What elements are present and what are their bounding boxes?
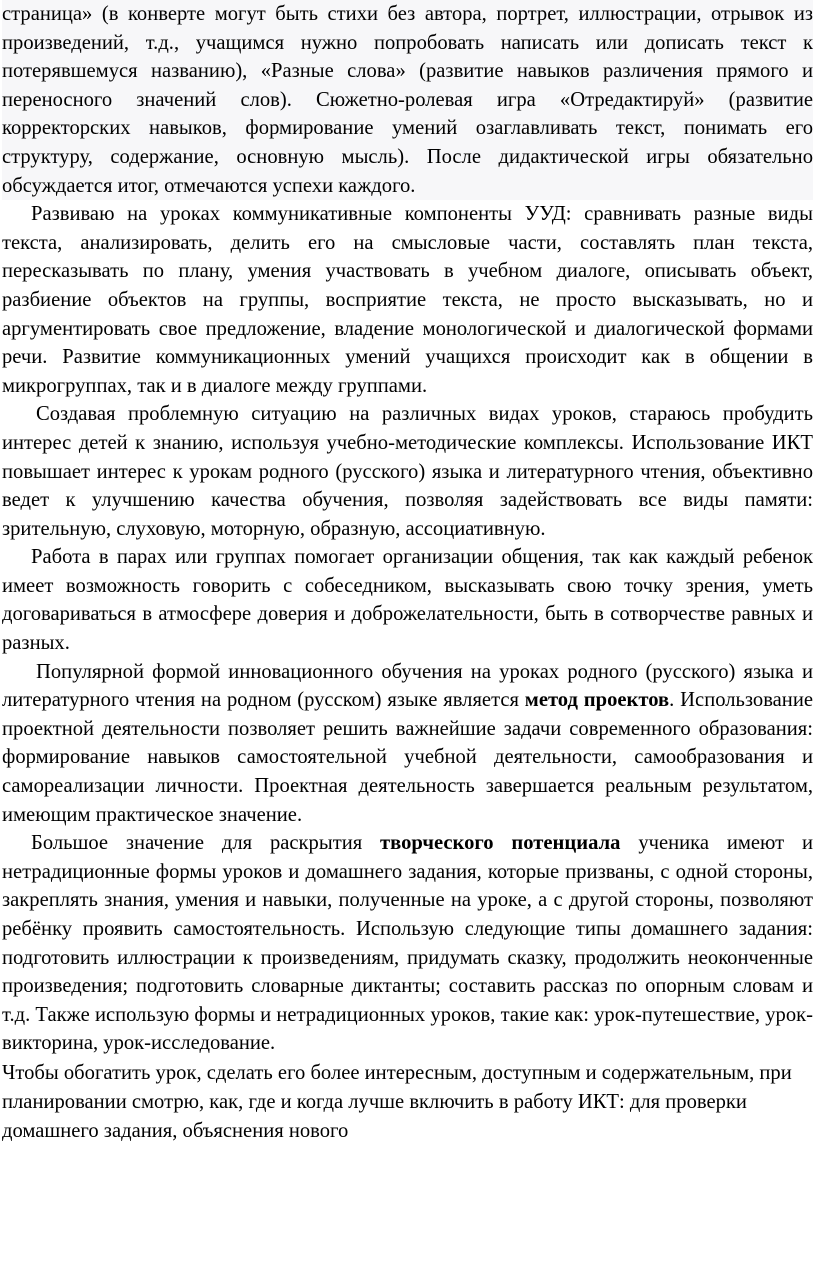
paragraph-project-method	[2, 658, 813, 830]
paragraph-pair-group-work: Работа в парах или группах помогает организации общения, так как каждый ребенок имеет возможность говорить с собеседником, высказывать свою точку зрения, уметь договариваться в атмосфере доверия и доброжелательности, быть в сотворчестве равных и разных.	[2, 546, 813, 655]
paragraph-didactic-games: страница» (в конверте могут быть стихи без автора, портрет, иллюстрации, отрывок из произведений, т.д., учащимся нужно попробовать написать или дописать текст к потерявшемуся названию), «Разные слова» (развитие навыков различения прямого и переносного значений слов). Сюжетно-ролевая игра «Отредактируй» (развитие корректорских навыков, формирование умений озаглавливать текст, понимать его структуру, содержание, основную мысль). После дидактической игры обязательно обсуждается итог, отмечаются успехи каждого.	[2, 0, 813, 200]
paragraph-creative-potential-rest: ученика имеют и нетрадиционные формы уроков и домашнего задания, которые призваны, с одной стороны, закреплять знания, умения и навыки, полученные на уроке, а с другой стороны, позволяют ребёнку проявить самостоятельность. Использую следующие типы домашнего задания: подготовить иллюстрации к произведениям, придумать сказку, продолжить неоконченные произведения; подготовить словарные диктанты; составить рассказ по опорным словам и т.д. Также использую формы и нетрадиционных уроков, такие как: урок-путешествие, урок-викторина, урок-исследование.	[2, 832, 813, 1055]
bold-term-creative-potential: творческого потенциала	[380, 832, 621, 855]
bold-term-project-method: метод проектов	[524, 689, 670, 712]
paragraph-project-method-lead: Популярной формой инновационного обучения на уроках родного (русского) языка и литературного чтения на родном (русском) языке является	[2, 660, 813, 712]
paragraph-creative-potential	[2, 829, 813, 1058]
paragraph-problem-situation: Создавая проблемную ситуацию на различных видах уроков, стараюсь пробудить интерес детей к знанию, используя учебно-методические комплексы. Использование ИКТ повышает интерес к урокам родного (русского) языка и литературного чтения, объективно ведет к улучшению качества обучения, позволяя задействовать все виды памяти: зрительную, слуховую, моторную, образную, ассоциативную.	[2, 403, 813, 540]
paragraph-project-method-rest: . Использование проектной деятельности позволяет решить важнейшие задачи современного образования: формирование навыков самостоятельной учебной деятельности, самообразования и самореализации личности. Проектная деятельность завершается реальным результатом, имеющим практическое значение.	[2, 689, 813, 826]
paragraph-ikt-planning: Чтобы обогатить урок, сделать его более интересным, доступным и содержательным, при планировании смотрю, как, где и когда лучше включить в работу ИКТ: для проверки домашнего задания, объяснения нового	[2, 1061, 792, 1143]
paragraph-communicative-uud: Развиваю на уроках коммуникативные компоненты УУД: сравнивать разные виды текста, анализировать, делить его на смысловые части, составлять план текста, пересказывать по плану, умения участвовать в учебном диалоге, описывать объект, разбиение объектов на группы, восприятие текста, не просто высказывать, но и аргументировать свое предложение, владение монологической и диалогической формами речи. Развитие коммуникационных умений учащихся происходит как в общении в микрогруппах, так и в диалоге между группами.	[2, 203, 813, 397]
paragraph-creative-potential-lead: Большое значение для раскрытия	[31, 832, 381, 855]
